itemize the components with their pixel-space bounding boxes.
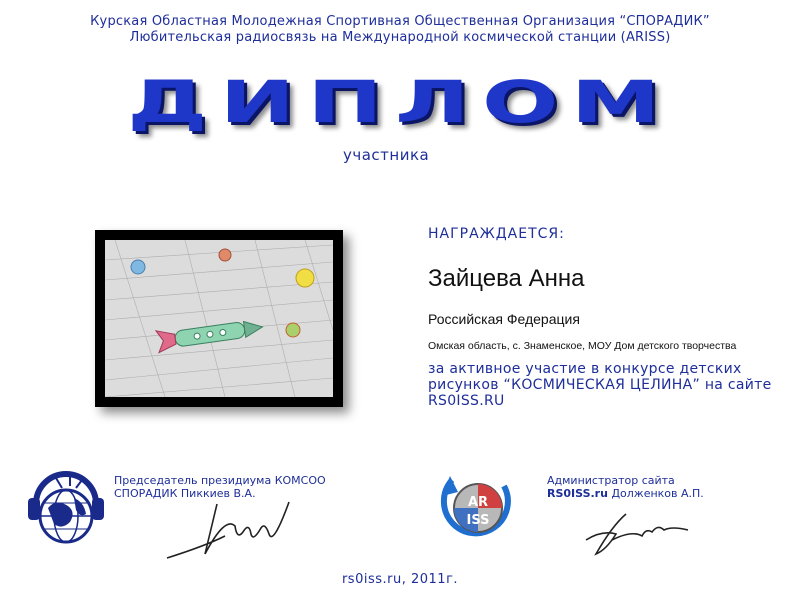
children-drawing — [105, 240, 333, 397]
recipient-name: Зайцева Анна — [428, 265, 585, 292]
diploma-title: ДИПЛОМ — [127, 68, 673, 136]
organization-subtitle: Любительская радиосвязь на Международной космической станции (ARISS) — [129, 30, 671, 45]
admin-signature-title — [547, 474, 704, 500]
admin-name: Долженков А.П. — [611, 487, 704, 500]
award-reason: за активное участие в конкурсе детских рисунков “КОСМИЧЕСКАЯ ЦЕЛИНА” на сайте RS0ISS.RU — [428, 361, 772, 409]
recipient-address: Омская область, с. Знаменское, МОУ Дом детского творчества — [428, 340, 737, 352]
admin-title-line1: Администратор сайта — [547, 474, 675, 487]
ariss-logo-top-text: AR — [467, 495, 489, 510]
organization-name: Курская Областная Молодежная Спортивная Общественная Организация “СПОРАДИК” — [90, 14, 710, 29]
ariss-logo-bottom-text: ISS — [466, 513, 490, 528]
footer: rs0iss.ru, 2011г. — [341, 572, 459, 587]
recipient-country: Российская Федерация — [428, 311, 580, 327]
chairman-title-line2: СПОРАДИК Пиккиев В.А. — [114, 487, 256, 500]
diploma-subtitle: участника — [343, 146, 430, 164]
children-drawing-frame — [95, 230, 343, 407]
admin-signature — [582, 500, 692, 562]
ariss-logo — [432, 466, 524, 548]
admin-site: RS0ISS.ru — [547, 487, 608, 500]
awarded-label: НАГРАЖДАЕТСЯ: — [428, 226, 565, 242]
sporadik-globe-logo — [26, 458, 106, 550]
chairman-title-line1: Председатель президиума КОМСОО — [114, 474, 326, 487]
chairman-signature — [165, 496, 295, 566]
